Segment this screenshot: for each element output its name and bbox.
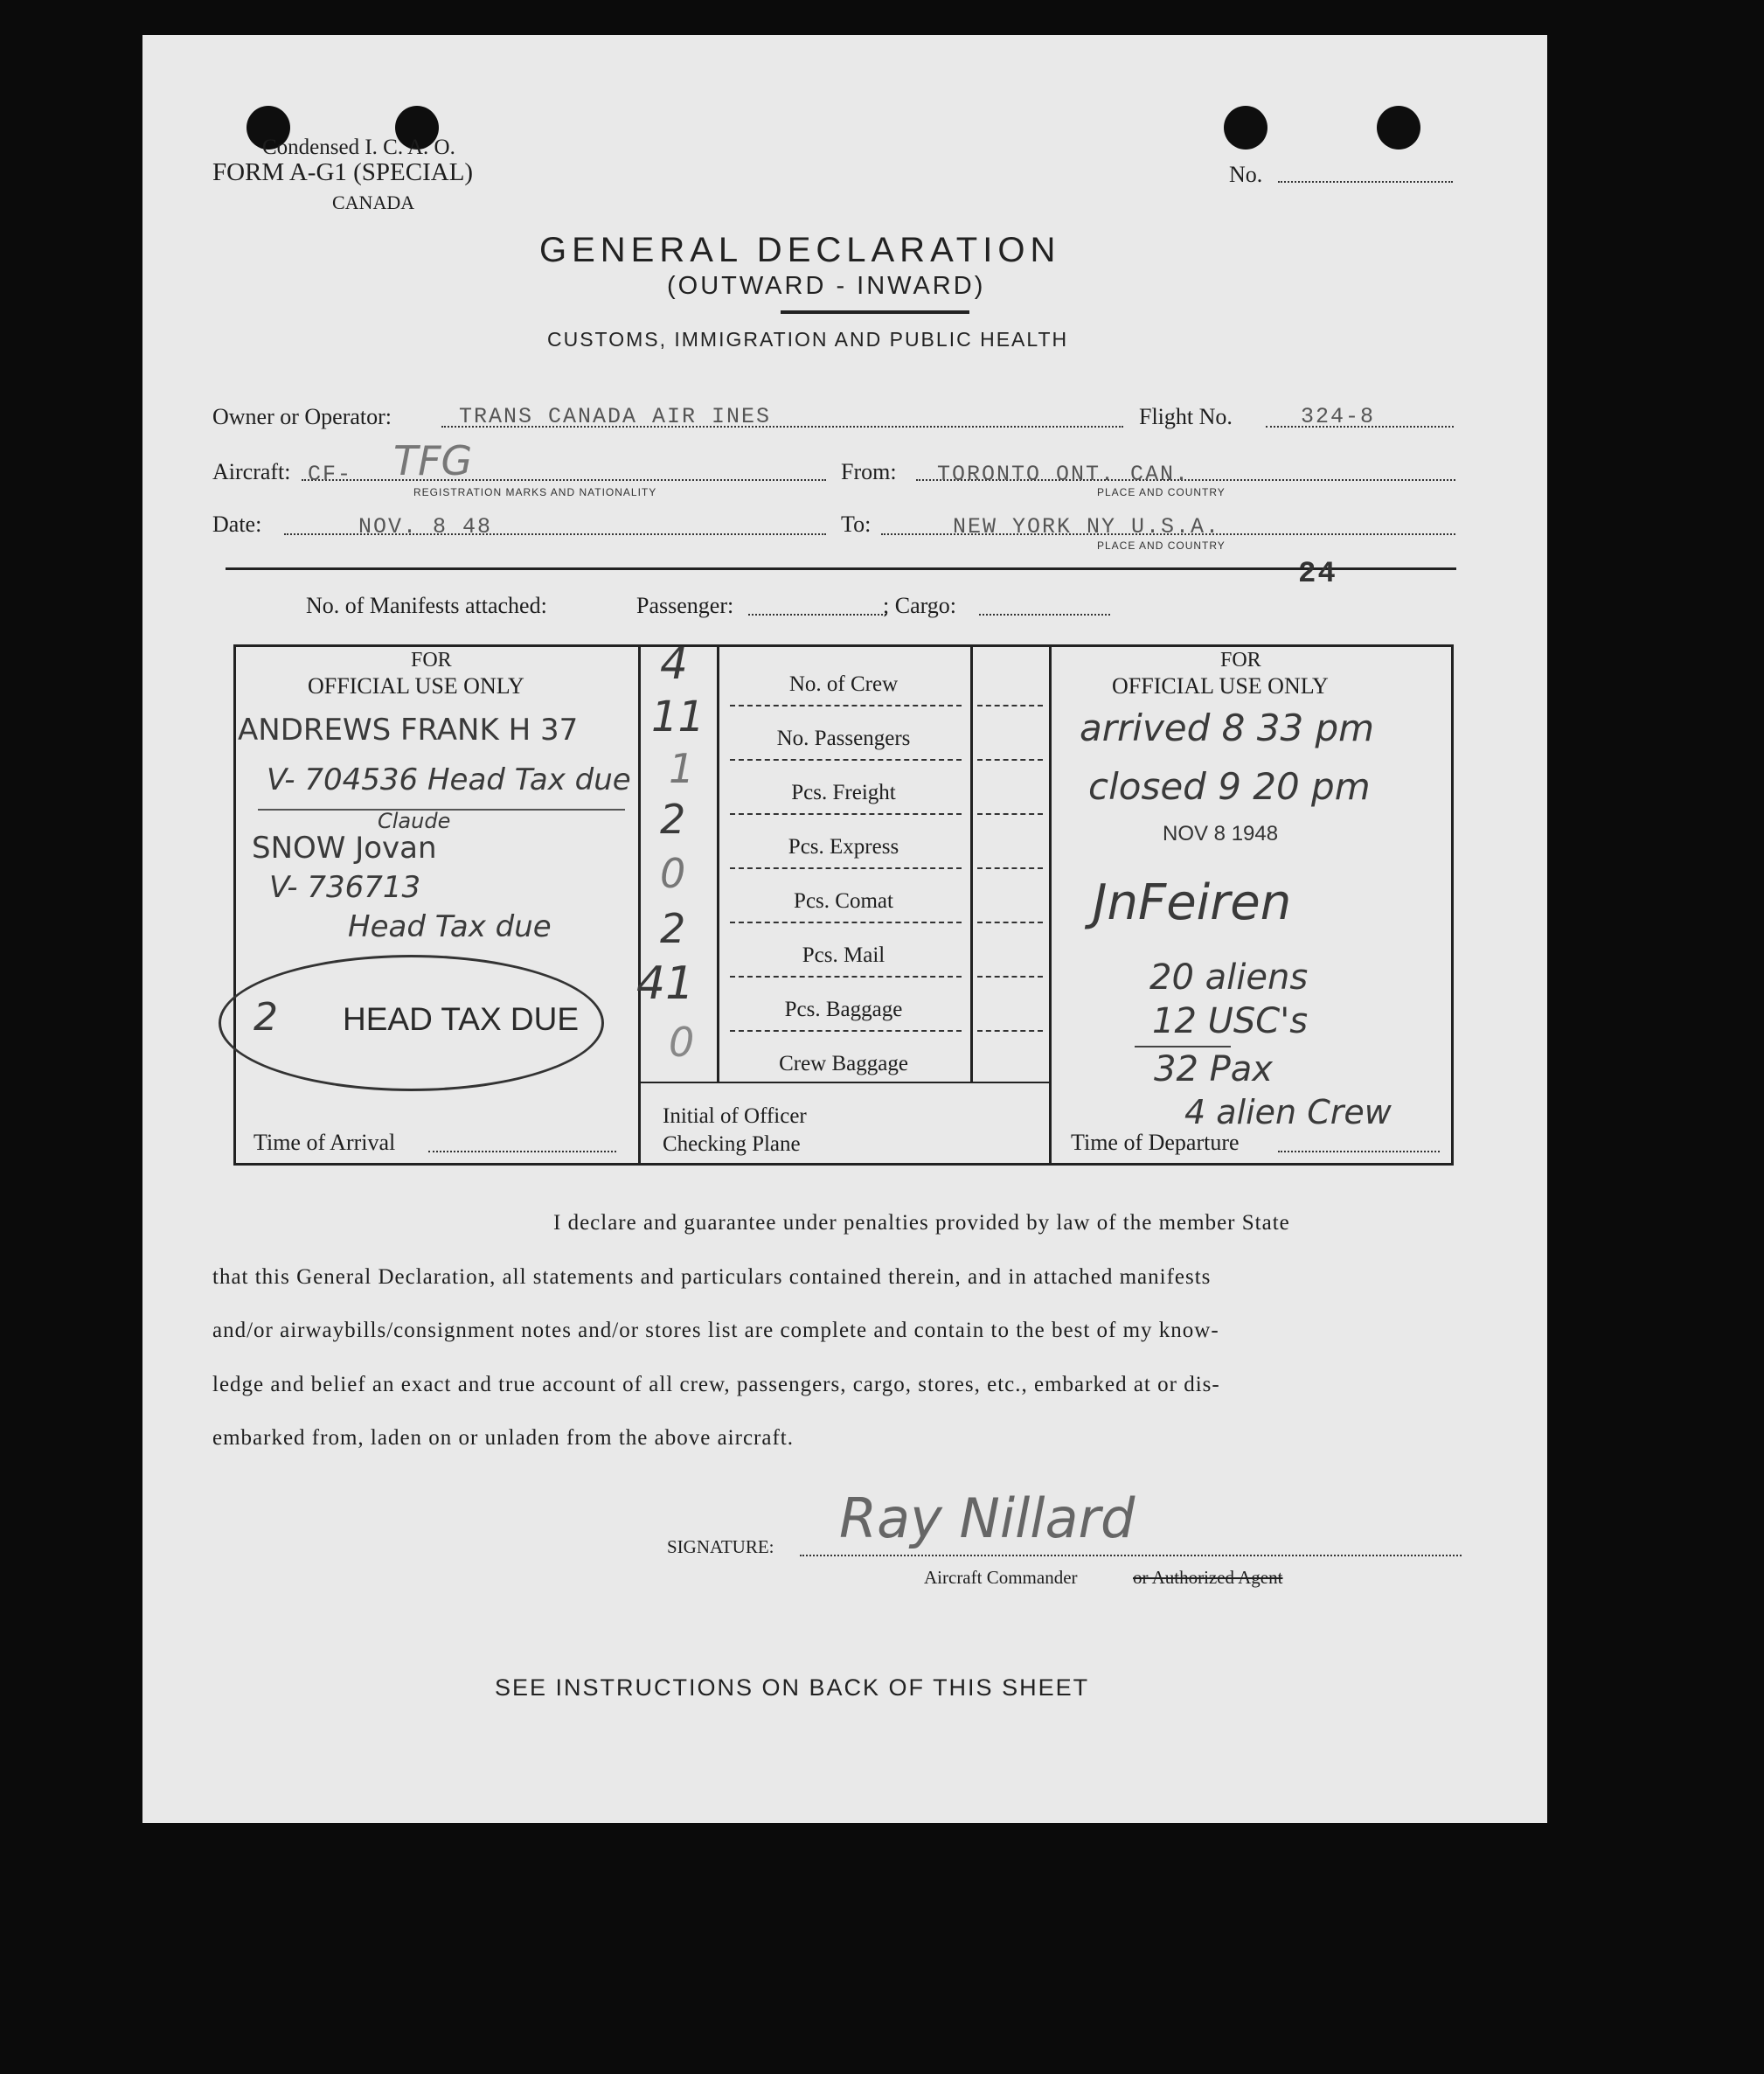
box-divider-left [638,644,641,1163]
row-line [730,976,962,978]
passenger-field [748,614,886,616]
row-pcs-mail: Pcs. Mail [802,943,885,967]
left-handwritten-name-2: SNOW Jovan [252,831,437,866]
row-pcs-comat: Pcs. Comat [794,889,893,913]
row-line [977,705,1043,706]
row-line [977,922,1043,923]
right-for-label: FOR [1220,649,1261,672]
passenger-label: Passenger: [636,593,734,618]
row-line [730,813,962,815]
to-value: NEW YORK NY U.S.A. [953,514,1221,539]
row-line [977,976,1043,978]
form-line-country: CANADA [332,191,415,213]
from-value: TORONTO ONT. CAN. [937,462,1191,487]
manifest-count: 24 [1298,558,1337,591]
left-handwritten-id-1: V- 704536 Head Tax due [267,762,631,797]
authorized-agent-caption: or Authorized Agent [1133,1567,1283,1588]
count-comat: 0 [660,850,686,897]
aircraft-handwritten: TFG [393,437,473,484]
punch-hole [1224,106,1267,150]
row-pcs-baggage: Pcs. Baggage [784,998,903,1021]
initial-officer-label: Initial of Officer [663,1104,807,1128]
instructions-note: SEE INSTRUCTIONS ON BACK OF THIS SHEET [495,1674,1090,1701]
declaration-line-3: and/or airwaybills/consignment notes and/or stores list are complete and contain to the best of my know- [212,1319,1219,1342]
customs-heading: CUSTOMS, IMMIGRATION AND PUBLIC HEALTH [547,328,1069,351]
page-title: GENERAL DECLARATION [539,231,1061,269]
time-of-departure-field [1278,1151,1440,1152]
number-label: No. [1229,162,1263,187]
time-of-arrival-label: Time of Arrival [253,1130,396,1155]
aircraft-value: CF- [308,462,353,487]
count-express: 2 [660,796,686,843]
count-baggage: 41 [636,957,695,1010]
date-label: Date: [212,512,262,537]
from-label: From: [841,459,897,484]
count-mail: 2 [660,905,686,952]
form-line-condensed: Condensed I. C. A. O. [262,136,455,159]
date-stamp: NOV 8 1948 [1163,822,1279,846]
right-official-label: OFFICIAL USE ONLY [1112,673,1329,699]
checking-plane-label: Checking Plane [663,1132,801,1156]
box-divider-right [1049,644,1052,1163]
count-freight: 1 [669,745,695,792]
to-label: To: [841,512,872,537]
left-handwritten-note: Head Tax due [348,909,552,944]
row-line [730,867,962,869]
officer-signature: JnFeiren [1093,874,1292,931]
cargo-label: ; Cargo: [883,593,957,618]
owner-label: Owner or Operator: [212,404,392,429]
row-line [730,922,962,923]
declaration-line-1: I declare and guarantee under penalties provided by law of the member State [553,1211,1290,1235]
tally-line [1135,1046,1231,1047]
row-line [730,705,962,706]
row-line [977,1030,1043,1032]
punch-hole [1377,106,1420,150]
cargo-field [979,614,1110,616]
aircraft-label: Aircraft: [212,459,291,484]
usc-count-note: 12 USC's [1152,1001,1309,1041]
row-pcs-express: Pcs. Express [788,835,899,859]
number-field [1278,181,1453,183]
row-crew-baggage: Crew Baggage [779,1052,908,1075]
page-subtitle: (OUTWARD - INWARD) [667,272,986,300]
alien-crew-note: 4 alien Crew [1184,1093,1392,1131]
aircraft-commander-caption: Aircraft Commander [924,1567,1078,1588]
count-passengers: 11 [651,692,705,741]
row-no-of-crew: No. of Crew [788,672,899,696]
left-handwritten-name-1: ANDREWS FRANK H 37 [238,713,579,748]
row-line [977,813,1043,815]
declaration-line-2: that this General Declaration, all statements and particulars contained therein, and in attached manifests [212,1265,1212,1289]
form-line-code: FORM A-G1 (SPECIAL) [212,158,474,186]
signature-label: SIGNATURE: [667,1536,774,1557]
declaration-line-5: embarked from, laden on or unladen from the above aircraft. [212,1426,794,1450]
title-underline [781,310,969,314]
commander-signature: Ray Nillard [839,1486,1135,1550]
count-crew: 4 [660,638,688,689]
time-of-arrival-field [428,1151,616,1152]
aliens-count-note: 20 aliens [1149,957,1309,998]
row-line [730,1030,962,1032]
manifests-label: No. of Manifests attached: [306,593,547,618]
flight-label: Flight No. [1139,404,1233,429]
flight-value: 324-8 [1301,404,1376,429]
row-line [977,759,1043,761]
left-for-label: FOR [411,649,452,672]
owner-value: TRANS CANADA AIR INES [459,404,772,429]
row-pcs-freight: Pcs. Freight [791,781,896,804]
time-of-departure-label: Time of Departure [1071,1130,1240,1155]
declaration-line-4: ledge and belief an exact and true account of all crew, passengers, cargo, stores, etc., embarked at or dis- [212,1373,1220,1396]
head-tax-stamp-text: HEAD TAX DUE [343,1001,580,1037]
head-tax-count: 2 [253,995,278,1040]
to-caption: PLACE AND COUNTRY [1097,539,1226,552]
row-line [977,867,1043,869]
closed-time-note: closed 9 20 pm [1088,765,1371,808]
section-divider [226,567,1456,570]
left-handwritten-firstname-correction: Claude [378,809,451,833]
signature-field [800,1555,1462,1556]
registration-caption: REGISTRATION MARKS AND NATIONALITY [413,486,657,498]
entry-column-divider [970,644,973,1082]
row-no-passengers: No. Passengers [776,727,911,750]
pax-total-note: 32 Pax [1154,1049,1273,1089]
count-column-divider [717,644,719,1082]
from-caption: PLACE AND COUNTRY [1097,486,1226,498]
aircraft-field [302,479,826,481]
row-line [730,759,962,761]
left-official-label: OFFICIAL USE ONLY [308,673,524,699]
initial-divider [641,1082,1049,1083]
left-handwritten-id-2: V- 736713 [269,870,421,905]
arrived-time-note: arrived 8 33 pm [1080,706,1375,749]
date-value: NOV. 8 48 [358,514,493,539]
count-crew-baggage: 0 [669,1019,695,1066]
